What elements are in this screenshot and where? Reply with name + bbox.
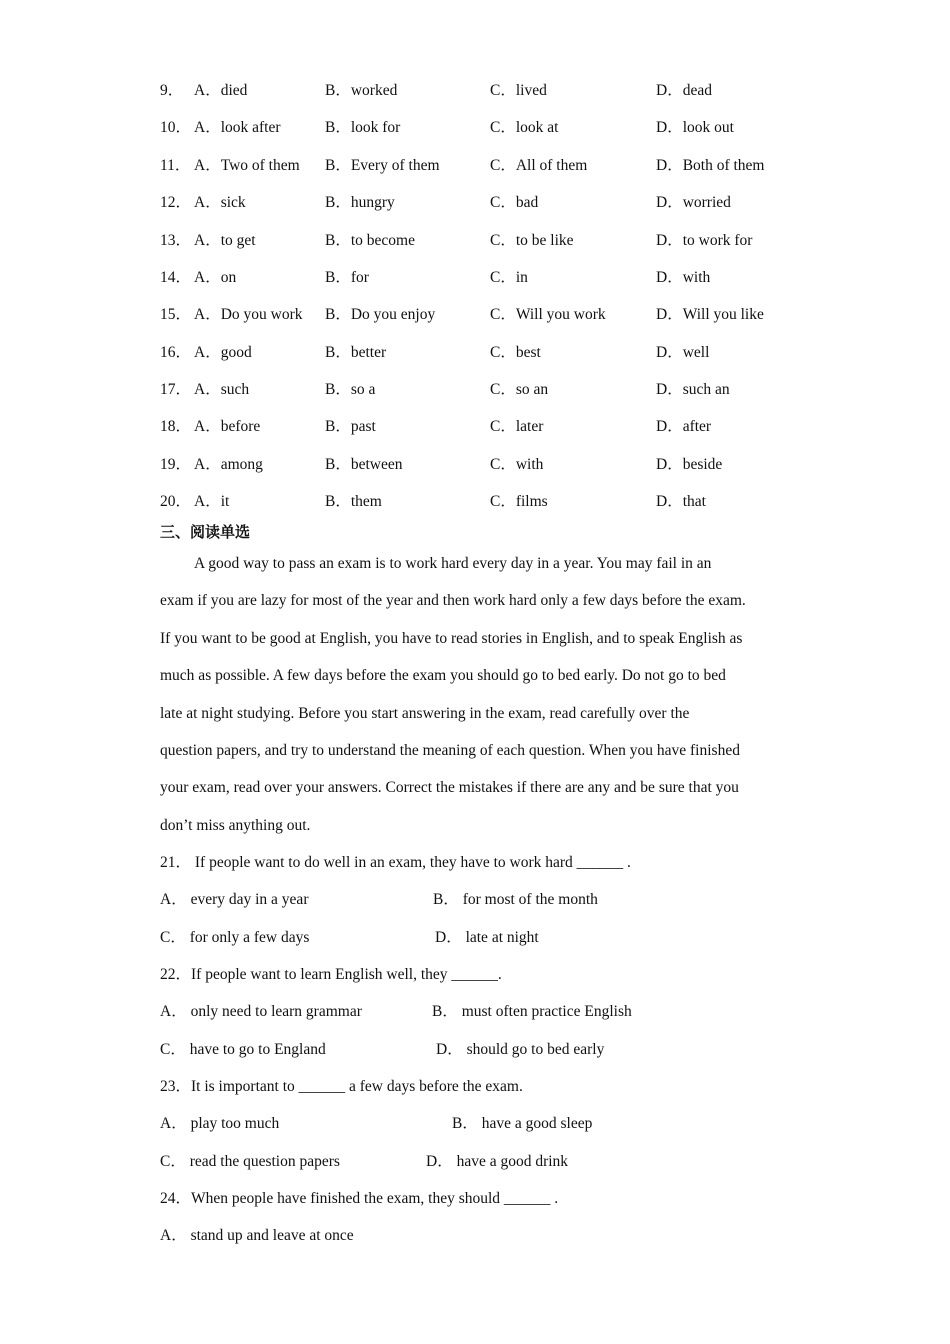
option-b: B．so a <box>325 381 376 398</box>
question-21-stem: 21． If people want to do well in an exam, they have to work hard ______ . <box>160 854 631 871</box>
question-21-option-d: D． late at night <box>435 929 539 946</box>
option-d: D．dead <box>656 82 712 99</box>
cloze-question-17 <box>160 380 820 400</box>
option-c: C．All of them <box>490 157 588 174</box>
passage-line: exam if you are lazy for most of the year and then work hard only a few days before the exam. <box>160 592 746 610</box>
question-22-stem: 22．If people want to learn English well, they ______. <box>160 966 502 983</box>
cloze-question-19 <box>160 455 820 475</box>
question-number: 15． <box>160 306 192 323</box>
option-c: C．with <box>490 456 544 473</box>
question-23-option-b: B． have a good sleep <box>452 1115 593 1132</box>
option-d: D．worried <box>656 194 731 211</box>
question-24-stem: 24．When people have finished the exam, they should ______ . <box>160 1190 559 1207</box>
section-heading: 三、阅读单选 <box>160 523 251 541</box>
option-a: A．before <box>194 418 261 435</box>
question-number: 13． <box>160 232 192 249</box>
option-c: C．best <box>490 344 541 361</box>
option-c: C．bad <box>490 194 539 211</box>
question-22-option-a: A． only need to learn grammar <box>160 1003 362 1020</box>
option-b: B．look for <box>325 119 401 136</box>
question-21-option-a: A． every day in a year <box>160 891 309 908</box>
cloze-question-12 <box>160 193 820 213</box>
option-a: A．died <box>194 82 248 99</box>
option-c: C．later <box>490 418 544 435</box>
option-b: B．them <box>325 493 382 510</box>
question-number: 12． <box>160 194 192 211</box>
question-number: 14． <box>160 269 192 286</box>
passage-line: question papers, and try to understand the meaning of each question. When you have finished <box>160 741 740 759</box>
passage-line: A good way to pass an exam is to work hard every day in a year. You may fail in an <box>194 555 712 572</box>
option-a: A．to get <box>194 232 256 249</box>
question-number: 20． <box>160 493 192 510</box>
option-d: D．beside <box>656 456 723 473</box>
cloze-question-15 <box>160 305 820 325</box>
question-23-option-c: C． read the question papers <box>160 1153 340 1170</box>
option-b: B．better <box>325 344 387 361</box>
option-a: A．Two of them <box>194 157 300 174</box>
option-b: B．between <box>325 456 403 473</box>
option-d: D．after <box>656 418 712 435</box>
option-c: C．lived <box>490 82 547 99</box>
option-a: A．among <box>194 456 263 473</box>
cloze-question-18 <box>160 417 820 437</box>
question-number: 18． <box>160 418 192 435</box>
option-b: B．for <box>325 269 369 286</box>
option-a: A．it <box>194 493 230 510</box>
passage-line: If you want to be good at English, you have to read stories in English, and to speak English as <box>160 629 743 647</box>
question-number: 17． <box>160 381 192 398</box>
passage-line: your exam, read over your answers. Correct the mistakes if there are any and be sure that you <box>160 779 739 797</box>
passage-line: much as possible. A few days before the exam you should go to bed early. Do not go to bed <box>160 667 726 685</box>
passage-line: don’t miss anything out. <box>160 816 311 834</box>
option-b: B．past <box>325 418 376 435</box>
option-c: C．in <box>490 269 528 286</box>
option-a: A．look after <box>194 119 281 136</box>
option-b: B．worked <box>325 82 398 99</box>
question-21-option-c: C． for only a few days <box>160 929 310 946</box>
question-22-option-c: C． have to go to England <box>160 1041 326 1058</box>
question-number: 10． <box>160 119 192 136</box>
question-23-stem: 23．It is important to ______ a few days before the exam. <box>160 1078 523 1095</box>
question-number: 16． <box>160 344 192 361</box>
cloze-question-10 <box>160 118 820 138</box>
question-number: 19． <box>160 456 192 473</box>
reading-passage <box>160 545 800 844</box>
option-d: D．Both of them <box>656 157 765 174</box>
option-d: D．with <box>656 269 711 286</box>
question-22-option-b: B． must often practice English <box>432 1003 632 1020</box>
option-c: C．look at <box>490 119 559 136</box>
cloze-question-13 <box>160 231 820 251</box>
option-d: D．look out <box>656 119 734 136</box>
question-23-option-d: D． have a good drink <box>426 1153 569 1170</box>
option-a: A．sick <box>194 194 246 211</box>
cloze-question-14 <box>160 268 820 288</box>
question-number: 11． <box>160 157 191 174</box>
option-b: B．hungry <box>325 194 395 211</box>
option-c: C．Will you work <box>490 306 606 323</box>
option-c: C．so an <box>490 381 549 398</box>
option-b: B．to become <box>325 232 415 249</box>
cloze-question-11 <box>160 156 820 176</box>
option-a: A．good <box>194 344 252 361</box>
option-d: D．such an <box>656 381 730 398</box>
cloze-question-20 <box>160 492 820 512</box>
option-a: A．Do you work <box>194 306 303 323</box>
option-b: B．Every of them <box>325 157 440 174</box>
question-22-option-d: D． should go to bed early <box>436 1041 605 1058</box>
question-23-option-a: A． play too much <box>160 1115 280 1132</box>
cloze-question-9 <box>160 81 820 101</box>
option-a: A．on <box>194 269 237 286</box>
option-d: D．that <box>656 493 706 510</box>
option-b: B．Do you enjoy <box>325 306 436 323</box>
option-d: D．to work for <box>656 232 753 249</box>
question-number: 9． <box>160 82 184 99</box>
option-d: D．well <box>656 344 710 361</box>
passage-line: late at night studying. Before you start answering in the exam, read carefully over the <box>160 704 690 722</box>
question-21-option-b: B． for most of the month <box>433 891 598 908</box>
option-c: C．to be like <box>490 232 574 249</box>
cloze-question-16 <box>160 343 820 363</box>
option-a: A．such <box>194 381 250 398</box>
option-c: C．films <box>490 493 548 510</box>
question-24-option-a: A． stand up and leave at once <box>160 1227 354 1244</box>
option-d: D．Will you like <box>656 306 764 323</box>
